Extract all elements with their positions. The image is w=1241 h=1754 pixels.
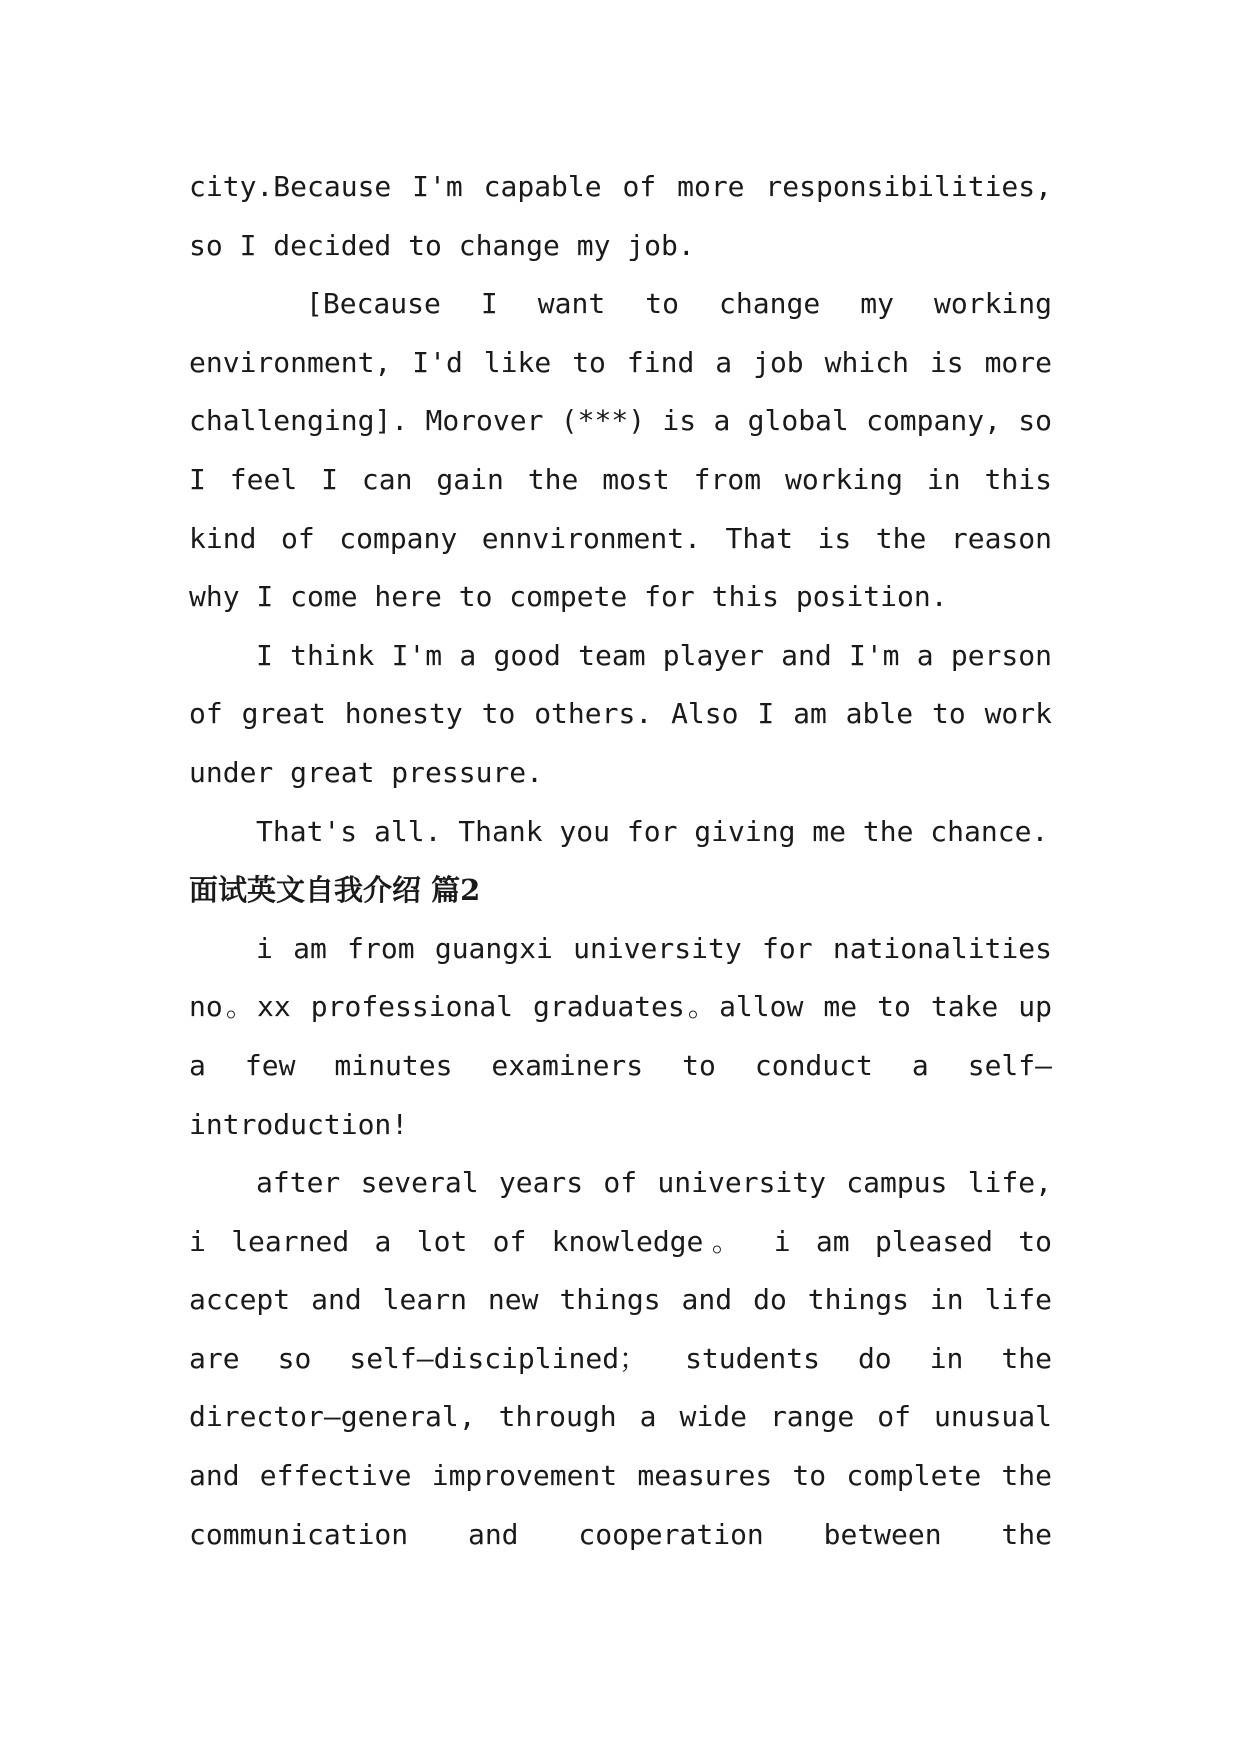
section-heading: 面试英文自我介绍 篇2 <box>189 873 481 908</box>
paragraph-closing: That's all. Thank you for giving me the chance. <box>256 814 1049 848</box>
paragraph-university-intro: i am from guangxi university for nationalities no。xx professional graduates。allow me to take up a few minutes examiners to conduct a self—introduction! <box>189 931 1052 1141</box>
document-body <box>189 158 1052 1564</box>
paragraph-working-environment: [Because I want to change my working environment, I'd like to find a job which is more challenging]. Morover (***) is a global company, so I feel I can gain the most from working in this kind of company ennvironment. That is the reason why I come here to compete for this position. <box>189 287 1052 614</box>
paragraph-team-player: I think I'm a good team player and I'm a person of great honesty to others. Also I am able to work under great pressure. <box>189 638 1052 789</box>
paragraph-job-change: city.Because I'm capable of more responsibilities, so I decided to change my job. <box>189 170 1052 262</box>
paragraph-campus-life: after several years of university campus life, i learned a lot of knowledge。 i am pleased to accept and learn new things and do things in life are so self—disciplined； students do in the director—general, through a wide range of unusual and effective improvement measures to complete the communication and cooperation between the <box>189 1166 1052 1551</box>
